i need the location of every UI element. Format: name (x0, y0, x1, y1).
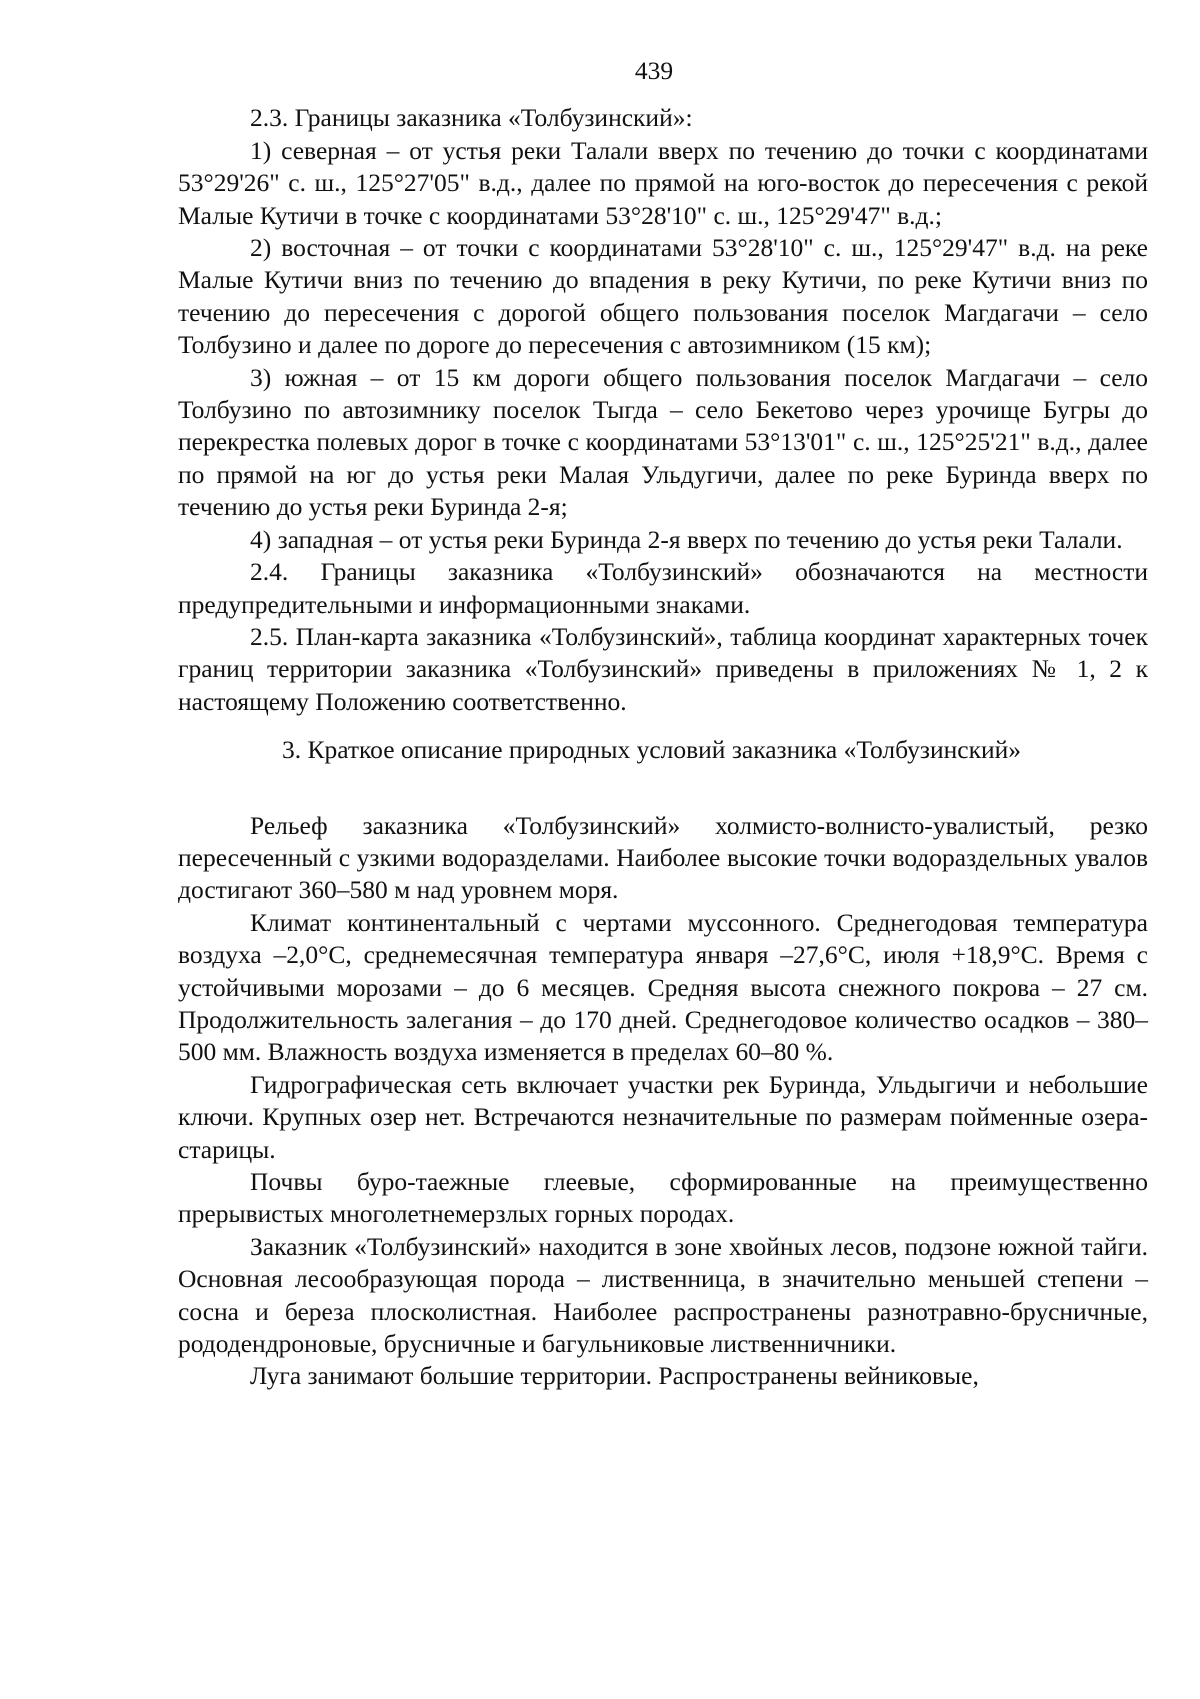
page-number: 439 (634, 56, 674, 85)
paragraph-forests: Заказник «Толбузинский» находится в зоне хвойных лесов, подзоне южной тайги. Основная лесообразующая порода – лиственница, в значительно меньшей степени – сосна и береза плосколистная. Наиболее распространены разнотравно-брусничные, рододендроновые, брусничные и багульниковые лиственничники. (178, 1231, 1148, 1359)
paragraph-relief: Рельеф заказника «Толбузинский» холмисто-волнисто-увалистый, резко пересеченный с узкими водоразделами. Наиболее высокие точки водораздельных увалов достигают 360–580 м над уровнем моря. (178, 810, 1148, 905)
section-heading: 3. Краткое описание природных условий заказника «Толбузинский» (282, 735, 1022, 765)
paragraph-southern-boundary: 3) южная – от 15 км дороги общего пользования поселок Магдагачи – село Толбузино по автозимнику поселок Тыгда – село Бекетово через урочище Бугры до перекрестка полевых дорог в точке с координатами 53°13'01" с. ш., 125°25'21" в.д., далее по прямой на юг до устья реки Малая Ульдугичи, далее по реке Буринда вверх по течению до устья реки Буринда 2-я; (178, 362, 1148, 522)
paragraph-meadows: Луга занимают большие территории. Распространены вейниковые, (250, 1361, 979, 1391)
paragraph-2-5: 2.5. План-карта заказника «Толбузинский», таблица координат характерных точек границ территории заказника «Толбузинский» приведены в приложениях № 1, 2 к настоящему Положению соответственно. (178, 621, 1148, 716)
paragraph-hydrography: Гидрографическая сеть включает участки рек Буринда, Ульдыгичи и небольшие ключи. Крупных озер нет. Встречаются незначительные по размерам пойменные озера-старицы. (178, 1069, 1148, 1164)
paragraph-soils: Почвы буро-таежные глеевые, сформированные на преимущественно прерывистых многолетнемерзлых горных породах. (178, 1167, 1148, 1229)
paragraph-northern-boundary: 1) северная – от устья реки Талали вверх по течению до точки с координатами 53°29'26" с. ш., 125°27'05" в.д., далее по прямой на юго-восток до пересечения с рекой Малые Кутичи в точке с координатами 53°28'10" с. ш., 125°29'47" в.д.; (178, 135, 1148, 230)
paragraph-western-boundary: 4) западная – от устья реки Буринда 2-я вверх по течению до устья реки Талали. (250, 524, 1123, 554)
paragraph-2-4: 2.4. Границы заказника «Толбузинский» обозначаются на местности предупредительными и информационными знаками. (178, 557, 1148, 619)
paragraph-climate: Климат континентальный с чертами муссонного. Среднегодовая температура воздуха –2,0°С, среднемесячная температура января –27,6°С, июля +18,9°С. Время с устойчивыми морозами – до 6 месяцев. Средняя высота снежного покрова – 27 см. Продолжительность залегания – до 170 дней. Среднегодовое количество осадков – 380–500 мм. Влажность воздуха изменяется в пределах 60–80 %. (178, 907, 1148, 1067)
paragraph-2-3: 2.3. Границы заказника «Толбузинский»: (250, 103, 693, 133)
paragraph-eastern-boundary: 2) восточная – от точки с координатами 53°28'10" с. ш., 125°29'47" в.д. на реке Малые Кутичи вниз по течению до впадения в реку Кутичи, по реке Кутичи вниз по течению до пересечения с дорогой общего пользования поселок Магдагачи – село Толбузино и далее по дороге до пересечения с автозимником (15 км); (178, 233, 1148, 360)
document-page (178, 55, 1148, 1393)
